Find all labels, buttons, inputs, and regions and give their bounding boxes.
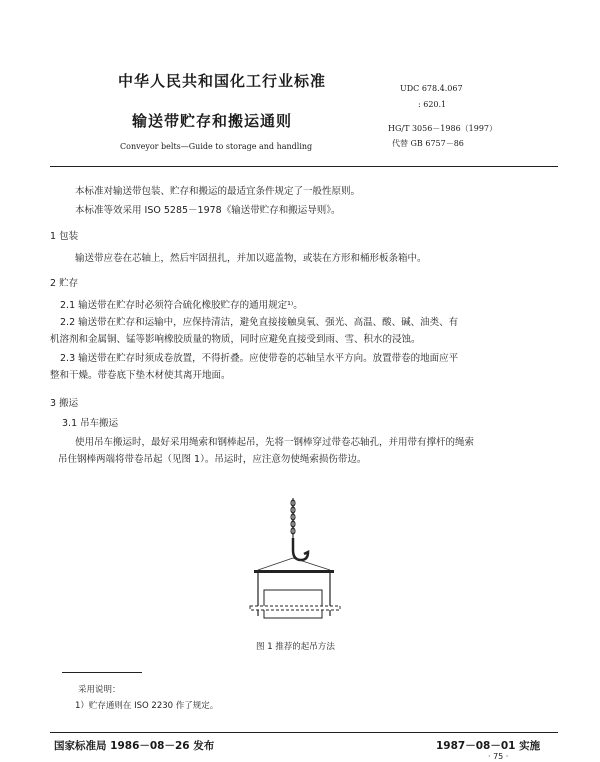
standard-number: HG/T 3056－1986（1997） bbox=[388, 124, 498, 133]
sling-ropes bbox=[258, 558, 330, 570]
clause-3-1-heading: 3.1 吊车搬运 bbox=[62, 418, 119, 429]
clause-2-2-line-2: 机溶剂和金属铜、锰等影响橡胶质量的物质，同时应避免直接受到雨、雪、积水的浸蚀。 bbox=[50, 334, 421, 345]
crane-hook bbox=[293, 538, 308, 560]
clause-3-1-line-1: 使用吊车搬运时，最好采用绳索和钢棒起吊，先将一钢棒穿过带卷芯轴孔，并用带有撑杆的绳索 bbox=[75, 437, 475, 448]
intro-paragraph-1: 本标准对输送带包装、贮存和搬运的最适宜条件规定了一般性原则。 bbox=[75, 186, 361, 197]
udc-code-suffix: : 620.1 bbox=[418, 100, 447, 109]
spreader-bar bbox=[254, 570, 334, 573]
lifting-method-figure bbox=[238, 498, 368, 628]
udc-code: UDC 678.4.067 bbox=[400, 84, 463, 93]
clause-2-2-line-1: 2.2 输送带在贮存和运输中，应保持清洁，避免直接接触臭氧、强光、高温、酸、碱、油类、有 bbox=[60, 317, 459, 328]
clause-2-3-line-2: 整和干燥。带卷底下垫木材使其离开地面。 bbox=[50, 370, 231, 381]
lifting-chain bbox=[291, 498, 295, 538]
issuing-body-title: 中华人民共和国化工行业标准 bbox=[118, 72, 327, 90]
footnote-rule bbox=[62, 672, 142, 673]
footnote-text: 1）贮存通则在 ISO 2230 作了规定。 bbox=[75, 701, 219, 711]
section-3-heading: 3 搬运 bbox=[50, 398, 79, 409]
clause-3-1-line-2: 吊住钢棒两端将带卷吊起（见图 1）。吊运时，应注意勿使绳索损伤带边。 bbox=[58, 454, 367, 465]
section-1-heading: 1 包装 bbox=[50, 231, 79, 242]
page-number: · 75 · bbox=[488, 752, 509, 761]
standard-title-english: Conveyor belts—Guide to storage and handling bbox=[120, 142, 313, 151]
intro-paragraph-2: 本标准等效采用 ISO 5285－1978《输送带贮存和搬运导则》。 bbox=[75, 205, 341, 216]
clause-2-3-line-1: 2.3 输送带在贮存时须成卷放置，不得折叠。应使带卷的芯轴呈水平方向。放置带卷的地面应平 bbox=[60, 353, 459, 364]
standard-title: 输送带贮存和搬运通则 bbox=[132, 112, 293, 130]
section-2-heading: 2 贮存 bbox=[50, 278, 79, 289]
figure-caption: 图 1 推荐的起吊方法 bbox=[256, 642, 335, 652]
footnote-label: 采用说明： bbox=[78, 685, 121, 695]
clause-2-1: 2.1 输送带在贮存时必须符合硫化橡胶贮存的通用规定¹⁾。 bbox=[60, 300, 303, 311]
belt-roll bbox=[264, 590, 322, 618]
footer-rule bbox=[50, 732, 558, 733]
effective-date: 1987－08－01 实施 bbox=[436, 740, 541, 752]
header-rule bbox=[50, 166, 558, 167]
steel-bar bbox=[250, 606, 340, 610]
issue-date: 国家标准局 1986－08－26 发布 bbox=[54, 740, 215, 752]
section-1-text: 输送带应卷在芯轴上，然后牢固扭扎，并加以遮盖物，或装在方形和桶形板条箱中。 bbox=[75, 253, 427, 264]
replaces-standard: 代替 GB 6757－86 bbox=[392, 139, 464, 148]
